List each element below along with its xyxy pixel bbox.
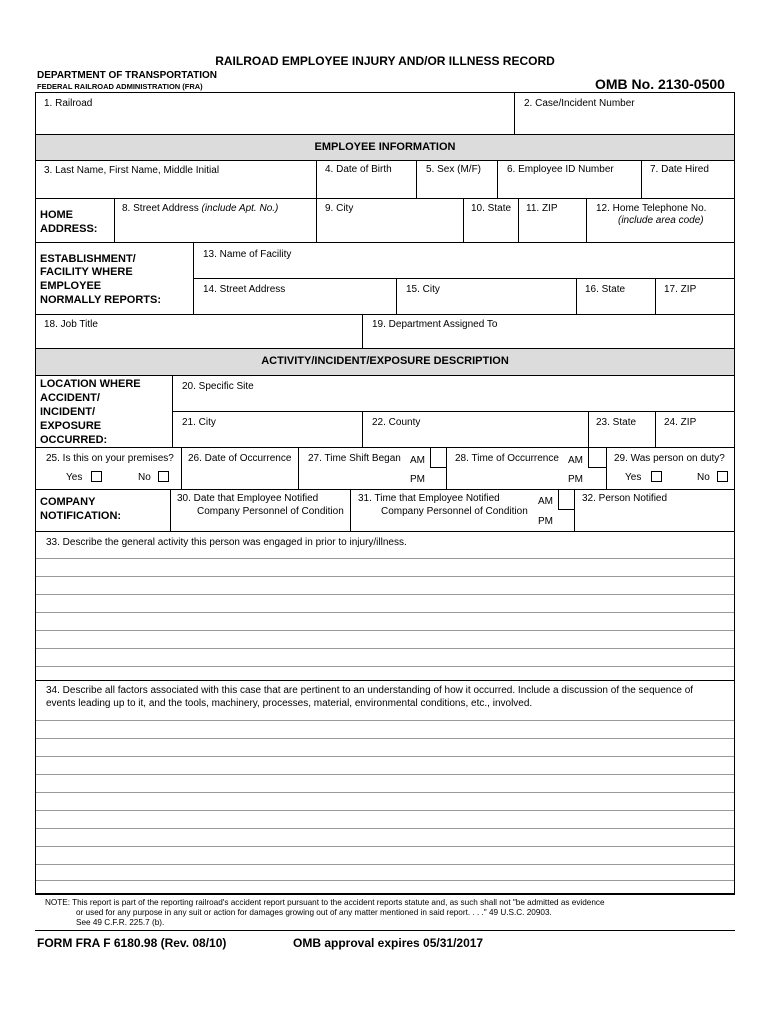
premises-no-label: No	[138, 472, 151, 483]
company-notification-label-2: NOTIFICATION:	[40, 510, 122, 522]
form-number: FORM FRA F 6180.98 (Rev. 08/10)	[37, 936, 227, 950]
activity-title: ACTIVITY/INCIDENT/EXPOSURE DESCRIPTION	[261, 355, 509, 367]
establishment-label-3: EMPLOYEE	[40, 280, 102, 292]
facility-city-label: 15. City	[406, 284, 440, 295]
shift-am-label: AM	[410, 455, 425, 466]
department-assigned-label: 19. Department Assigned To	[372, 319, 498, 330]
facility-name-label: 13. Name of Facility	[203, 249, 292, 260]
on-duty-label: 29. Was person on duty?	[614, 453, 725, 464]
factors-label-2: events leading up to it, and the tools, machinery, processes, material, environmental conditions, etc., involved.	[46, 698, 533, 709]
agency-label: FEDERAL RAILROAD ADMINISTRATION (FRA)	[37, 82, 203, 91]
date-notified-label: 30. Date that Employee Notified	[177, 493, 319, 504]
occurrence-pm-label: PM	[568, 474, 583, 485]
facility-zip-label: 17. ZIP	[664, 284, 697, 295]
job-title-label: 18. Job Title	[44, 319, 98, 330]
person-notified-label: 32. Person Notified	[582, 493, 668, 504]
note-line-2: or used for any purpose in any suit or action for damages growing out of any matter mentioned in said report. . . ." 49 U.S.C. 20903.	[76, 908, 552, 917]
premises-no-checkbox[interactable]	[158, 471, 169, 482]
case-number-label: 2. Case/Incident Number	[524, 98, 635, 109]
establishment-label-4: NORMALLY REPORTS:	[40, 294, 162, 306]
time-shift-began-label: 27. Time Shift Began	[308, 453, 401, 464]
incident-state-label: 23. State	[596, 417, 637, 428]
note-line-1: NOTE: This report is part of the reporting railroad's accident report pursuant to the accident reports statute and, as such shall not "be admitted as evidence	[45, 898, 605, 907]
employee-info-title: EMPLOYEE INFORMATION	[314, 141, 456, 153]
premises-label: 25. Is this on your premises?	[46, 453, 174, 464]
on-duty-yes-label: Yes	[625, 472, 642, 483]
location-label-2: ACCIDENT/	[40, 392, 100, 404]
date-notified-label-2: Company Personnel of Condition	[197, 506, 344, 517]
time-notified-label: 31. Time that Employee Notified	[358, 493, 500, 504]
time-notified-label-2: Company Personnel of Condition	[381, 506, 528, 517]
premises-yes-label: Yes	[66, 472, 83, 483]
date-hired-label: 7. Date Hired	[650, 164, 709, 175]
shift-pm-label: PM	[410, 474, 425, 485]
on-duty-yes-checkbox[interactable]	[651, 471, 662, 482]
city-label: 9. City	[325, 203, 354, 214]
railroad-field[interactable]	[40, 112, 510, 132]
note-line-3: See 49 C.F.R. 225.7 (b).	[76, 918, 165, 927]
activity-description-label: 33. Describe the general activity this person was engaged in prior to injury/illness.	[46, 537, 407, 548]
department-label: DEPARTMENT OF TRANSPORTATION	[37, 70, 217, 81]
address-label: ADDRESS:	[40, 223, 98, 235]
location-label-5: OCCURRED:	[40, 434, 108, 446]
home-phone-note: (include area code)	[618, 215, 704, 226]
sex-label: 5. Sex (M/F)	[426, 164, 482, 175]
dob-label: 4. Date of Birth	[325, 164, 392, 175]
company-notification-label-1: COMPANY	[40, 496, 96, 508]
factors-label-1: 34. Describe all factors associated with this case that are pertinent to an understanding of how it occurred. Include a discussion of the sequence of	[46, 685, 694, 696]
home-label: HOME	[40, 209, 73, 221]
date-of-occurrence-label: 26. Date of Occurrence	[188, 453, 292, 464]
state-label: 10. State	[471, 203, 512, 214]
home-phone-label: 12. Home Telephone No.	[596, 203, 707, 214]
county-label: 22. County	[372, 417, 421, 428]
notified-am-label: AM	[538, 496, 553, 507]
facility-state-label: 16. State	[585, 284, 626, 295]
location-label-1: LOCATION WHERE	[40, 378, 141, 390]
premises-yes-checkbox[interactable]	[91, 471, 102, 482]
incident-zip-label: 24. ZIP	[664, 417, 697, 428]
omb-expiration: OMB approval expires 05/31/2017	[293, 936, 484, 950]
name-label: 3. Last Name, First Name, Middle Initial	[44, 165, 220, 176]
location-label-4: EXPOSURE	[40, 420, 102, 432]
facility-street-label: 14. Street Address	[203, 284, 286, 295]
incident-city-label: 21. City	[182, 417, 216, 428]
establishment-label-2: FACILITY WHERE	[40, 266, 133, 278]
street-address-label: 8. Street Address (include Apt. No.)	[122, 203, 279, 214]
location-label-3: INCIDENT/	[40, 406, 95, 418]
occurrence-am-label: AM	[568, 455, 583, 466]
on-duty-no-checkbox[interactable]	[717, 471, 728, 482]
specific-site-label: 20. Specific Site	[182, 381, 254, 392]
zip-label: 11. ZIP	[526, 203, 558, 214]
omb-number: OMB No. 2130-0500	[595, 76, 725, 92]
railroad-label: 1. Railroad	[44, 98, 93, 109]
on-duty-no-label: No	[697, 472, 710, 483]
time-of-occurrence-label: 28. Time of Occurrence	[455, 453, 559, 464]
factors-field[interactable]	[38, 712, 732, 892]
employee-id-label: 6. Employee ID Number	[507, 164, 614, 175]
establishment-label-1: ESTABLISHMENT/	[40, 253, 136, 265]
notified-pm-label: PM	[538, 516, 553, 527]
activity-description-field[interactable]	[38, 550, 732, 678]
case-number-field[interactable]	[518, 112, 730, 132]
form-title: RAILROAD EMPLOYEE INJURY AND/OR ILLNESS RECORD	[215, 54, 555, 68]
